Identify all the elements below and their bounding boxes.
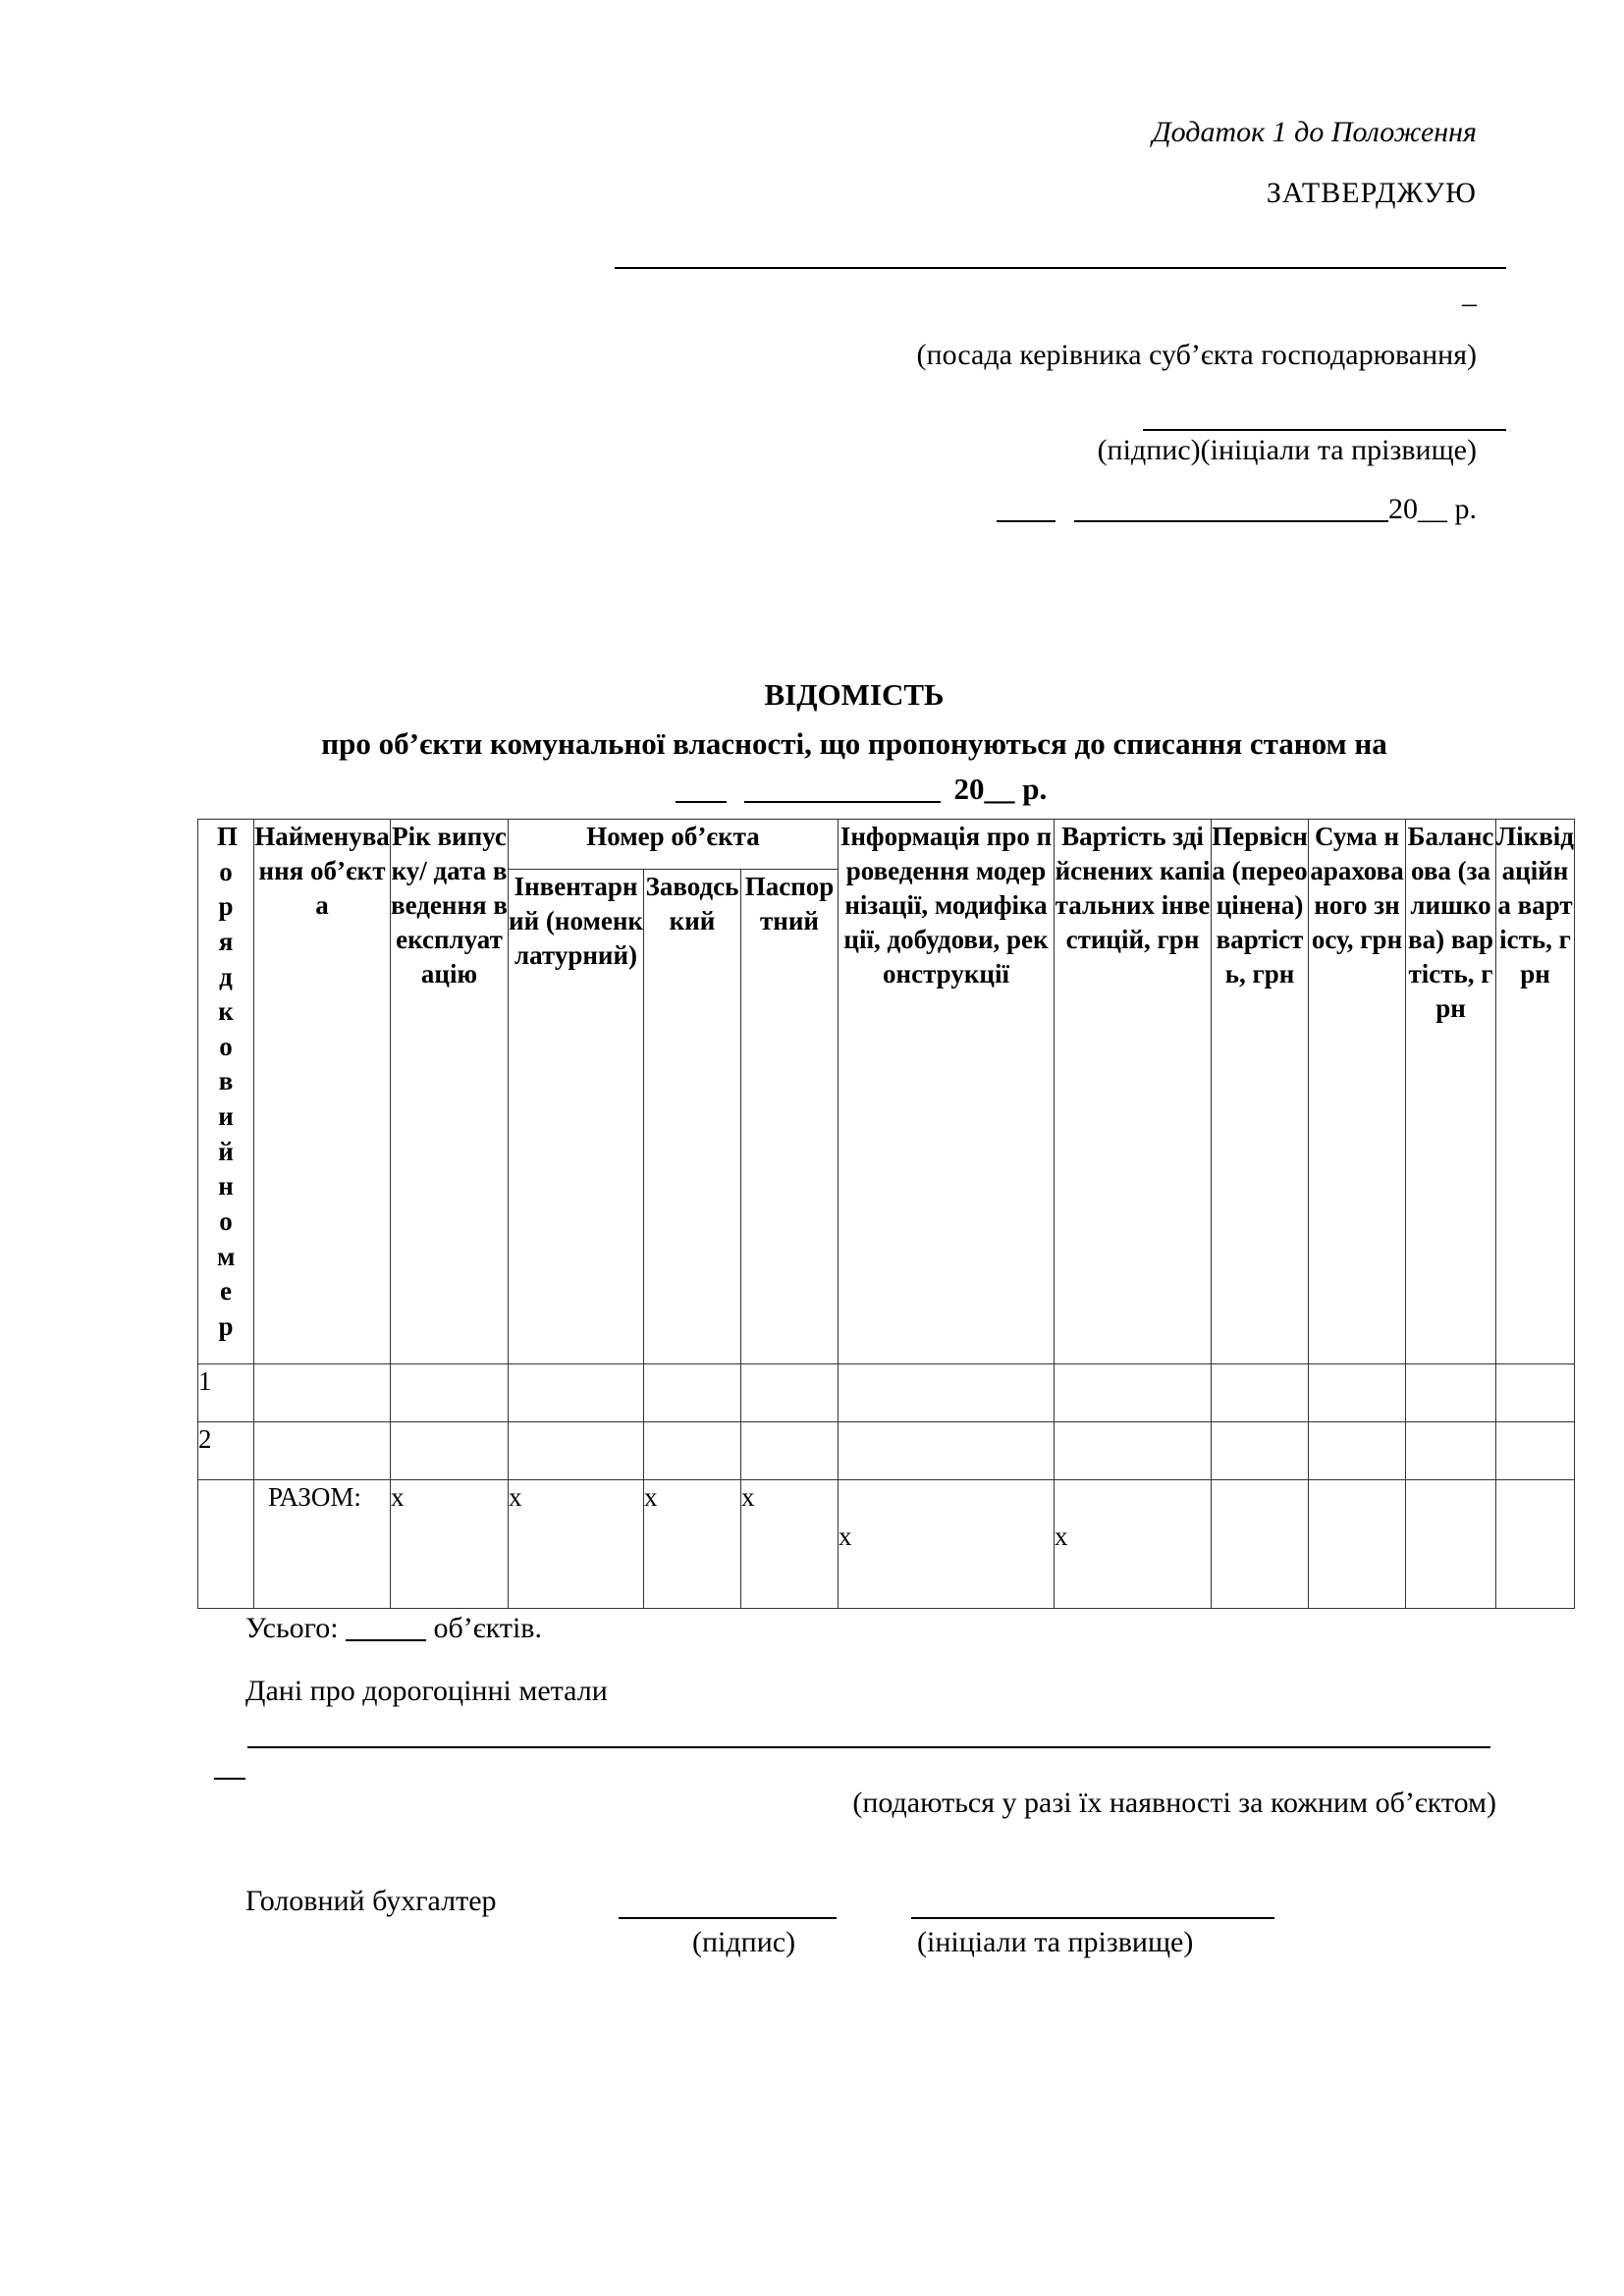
accountant-name-line	[911, 1917, 1274, 1919]
table-cell	[1496, 1422, 1575, 1480]
x-mark: x	[839, 1480, 1055, 1609]
col-header-info: Інформація про проведення модернізації, модифікації, добудови, реконструкції	[839, 820, 1055, 1364]
document-subtitle: про об’єкти комунальної власності, що пропонуються до списання станом на	[321, 726, 1387, 761]
row-number: 1	[198, 1364, 254, 1422]
table-cell	[1406, 1364, 1496, 1422]
x-mark: x	[509, 1480, 644, 1609]
col-header-order: Порядковий номер	[198, 820, 254, 1364]
table-cell	[644, 1364, 741, 1422]
metals-label: Дані про дорогоцінні метали	[245, 1675, 608, 1707]
col-header-depreciation: Сума нарахованого зносу, грн	[1309, 820, 1406, 1364]
subtitle-year: 20__ р.	[953, 772, 1048, 806]
table-cell	[198, 1480, 254, 1609]
metals-blank-tail	[214, 1778, 245, 1780]
x-mark: x	[644, 1480, 741, 1609]
signature-blank-line	[1143, 429, 1506, 431]
table-cell	[1055, 1422, 1212, 1480]
approval-year: 20__ р.	[1388, 493, 1477, 525]
col-header-inventory: Інвентарний (номенклатурний)	[509, 870, 644, 1364]
table-cell	[741, 1364, 839, 1422]
col-header-capital: Вартість здійснених капітальних інвестицій, грн	[1055, 820, 1212, 1364]
table-row	[198, 1422, 1575, 1480]
position-blank-line	[615, 267, 1506, 269]
x-mark: x	[1055, 1480, 1212, 1609]
row-number: 2	[198, 1422, 254, 1480]
table-row	[198, 1364, 1575, 1422]
day-blank	[997, 491, 1056, 522]
metals-caption: (подаються у разі їх наявності за кожним об’єктом)	[852, 1787, 1496, 1819]
table-cell	[741, 1422, 839, 1480]
table-cell	[391, 1364, 509, 1422]
col-header-liquidation: Ліквідаційна вартість, грн	[1496, 820, 1575, 1364]
signature-caption: (підпис)(ініціали та прізвище)	[1097, 434, 1477, 466]
month-blank	[1074, 491, 1388, 522]
table-cell	[1496, 1480, 1575, 1609]
col-header-balance: Балансова (залишкова) вартість, грн	[1406, 820, 1496, 1364]
table-cell	[1309, 1422, 1406, 1480]
table-cell	[1212, 1422, 1309, 1480]
col-header-initial: Первісна (переоцінена) вартість, грн	[1212, 820, 1309, 1364]
accountant-name-caption: (ініціали та прізвище)	[917, 1926, 1194, 1958]
table-cell	[1212, 1480, 1309, 1609]
accountant-label: Головний бухгалтер	[245, 1885, 497, 1917]
appendix-note: Додаток 1 до Положення	[1152, 116, 1477, 148]
table-cell	[1496, 1364, 1575, 1422]
total-row	[198, 1480, 1575, 1609]
table-cell	[1309, 1480, 1406, 1609]
document-title: ВІДОМІСТЬ	[764, 677, 945, 712]
col-header-number-group: Номер об’єкта	[509, 820, 839, 870]
objects-table	[197, 819, 1575, 1609]
position-caption: (посада керівника суб’єкта господарювання)	[916, 339, 1477, 371]
total-label: РАЗОМ:	[254, 1480, 391, 1609]
table-cell	[1212, 1364, 1309, 1422]
table-cell	[1406, 1422, 1496, 1480]
table-cell	[254, 1364, 391, 1422]
approve-heading: ЗАТВЕРДЖУЮ	[1266, 177, 1477, 209]
table-cell	[509, 1422, 644, 1480]
accountant-signature-line	[619, 1917, 837, 1919]
subtitle-month-blank	[744, 772, 941, 803]
table-cell	[839, 1422, 1055, 1480]
x-mark: x	[391, 1480, 509, 1609]
subtitle-day-blank	[676, 772, 727, 803]
table-cell	[1406, 1480, 1496, 1609]
table-cell	[254, 1422, 391, 1480]
table-cell	[391, 1422, 509, 1480]
col-header-passport: Паспортний	[741, 870, 839, 1364]
col-header-factory: Заводський	[644, 870, 741, 1364]
subtitle-date	[676, 772, 1047, 807]
accountant-signature-caption: (підпис)	[692, 1926, 796, 1958]
col-header-year: Рік випуску/ дата введення в експлуатацію	[391, 820, 509, 1364]
approval-date	[997, 491, 1478, 526]
col-header-name: Найменування об’єкта	[254, 820, 391, 1364]
total-objects-line	[245, 1610, 542, 1645]
position-dash: –	[1462, 287, 1477, 319]
table-cell	[839, 1364, 1055, 1422]
metals-blank-line	[247, 1746, 1490, 1748]
table-cell	[644, 1422, 741, 1480]
total-prefix: Усього:	[245, 1612, 339, 1644]
table-cell	[1309, 1364, 1406, 1422]
table-cell	[1055, 1364, 1212, 1422]
table-cell	[509, 1364, 644, 1422]
total-count-blank	[346, 1610, 426, 1641]
x-mark: x	[741, 1480, 839, 1609]
total-suffix: об’єктів.	[433, 1612, 542, 1644]
